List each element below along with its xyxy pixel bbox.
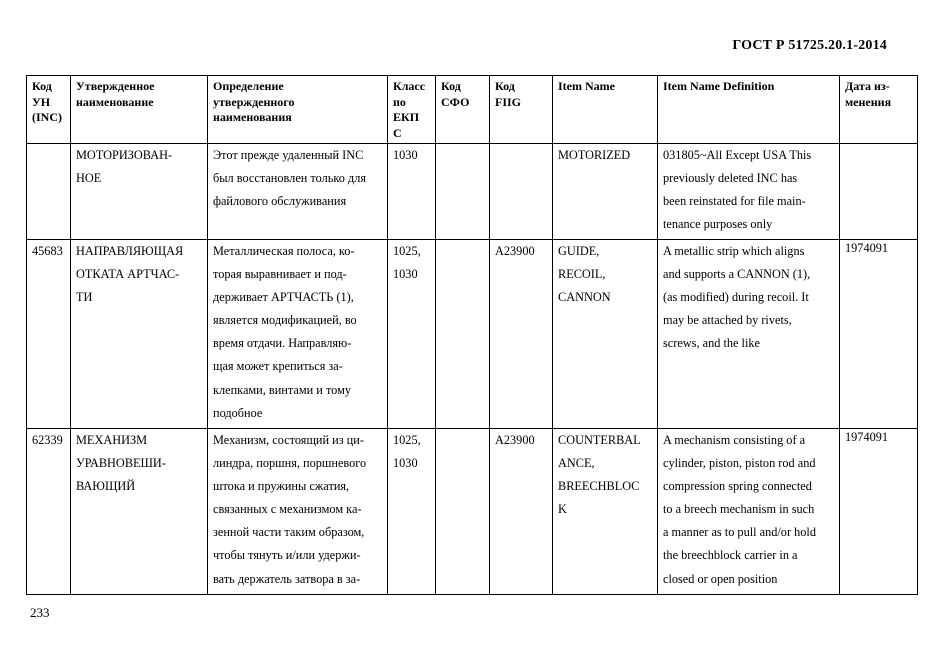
table-header-row bbox=[27, 76, 918, 144]
col-header-approved-name: Утвержденное наименование bbox=[71, 76, 208, 144]
table-row bbox=[27, 429, 918, 595]
cell-definition: Металлическая полоса, ко- торая выравнивает и под- держивает АРТЧАСТЬ (1), является модификацией, во время отдачи. Направляю- щая может крепиться за- клепками, винтами и тому подобное bbox=[208, 240, 388, 429]
cell-approved-name: НАПРАВЛЯЮЩАЯ ОТКАТА АРТЧАС- ТИ bbox=[71, 240, 208, 429]
cell-definition: Этот прежде удаленный INC был восстановлен только для файлового обслуживания bbox=[208, 144, 388, 240]
cell-item-name: MOTORIZED bbox=[553, 144, 658, 240]
col-header-sfo: Код СФО bbox=[436, 76, 490, 144]
cell-item-name-definition: A mechanism consisting of a cylinder, piston, piston rod and compression spring connected to a breech mechanism in such a manner as to pull and/or hold the breechblock carrier in a closed or open position bbox=[658, 429, 840, 595]
cell-code bbox=[27, 144, 71, 240]
cell-class: 1030 bbox=[388, 144, 436, 240]
col-header-item-name: Item Name bbox=[553, 76, 658, 144]
cell-change-date: 1974091 bbox=[840, 240, 918, 429]
cell-change-date: 1974091 bbox=[840, 429, 918, 595]
col-header-class: Класс по ЕКП С bbox=[388, 76, 436, 144]
cell-fiig: A23900 bbox=[490, 240, 553, 429]
col-header-code: Код УН (INC) bbox=[27, 76, 71, 144]
cell-change-date bbox=[840, 144, 918, 240]
page-number: 233 bbox=[30, 605, 50, 620]
col-header-item-name-definition: Item Name Definition bbox=[658, 76, 840, 144]
cell-definition: Механизм, состоящий из ци- линдра, поршня, поршневого штока и пружины сжатия, связанных с механизмом ка- зенной части таким образом, чтобы тянуть и/или удержи- вать держатель затвора в за- bbox=[208, 429, 388, 595]
cell-item-name-definition: A metallic strip which aligns and supports a CANNON (1), (as modified) during recoil. It may be attached by rivets, screws, and the like bbox=[658, 240, 840, 429]
table-row bbox=[27, 144, 918, 240]
cell-item-name-definition: 031805~All Except USA This previously deleted INC has been reinstated for file main- tenance purposes only bbox=[658, 144, 840, 240]
cell-code: 62339 bbox=[27, 429, 71, 595]
table-row bbox=[27, 240, 918, 429]
cell-class: 1025, 1030 bbox=[388, 429, 436, 595]
cell-item-name: COUNTERBAL ANCE, BREECHBLOC K bbox=[553, 429, 658, 595]
cell-approved-name: МОТОРИЗОВАН- НОЕ bbox=[71, 144, 208, 240]
document-title: ГОСТ Р 51725.20.1-2014 bbox=[732, 38, 887, 53]
cell-sfo bbox=[436, 429, 490, 595]
cell-fiig: A23900 bbox=[490, 429, 553, 595]
col-header-fiig: Код FIIG bbox=[490, 76, 553, 144]
col-header-change-date: Дата из- менения bbox=[840, 76, 918, 144]
col-header-definition: Определение утвержденного наименования bbox=[208, 76, 388, 144]
cell-fiig bbox=[490, 144, 553, 240]
cell-item-name: GUIDE, RECOIL, CANNON bbox=[553, 240, 658, 429]
cell-code: 45683 bbox=[27, 240, 71, 429]
cell-sfo bbox=[436, 144, 490, 240]
cell-class: 1025, 1030 bbox=[388, 240, 436, 429]
cell-sfo bbox=[436, 240, 490, 429]
standard-table bbox=[26, 75, 918, 595]
cell-approved-name: МЕХАНИЗМ УРАВНОВЕШИ- ВАЮЩИЙ bbox=[71, 429, 208, 595]
